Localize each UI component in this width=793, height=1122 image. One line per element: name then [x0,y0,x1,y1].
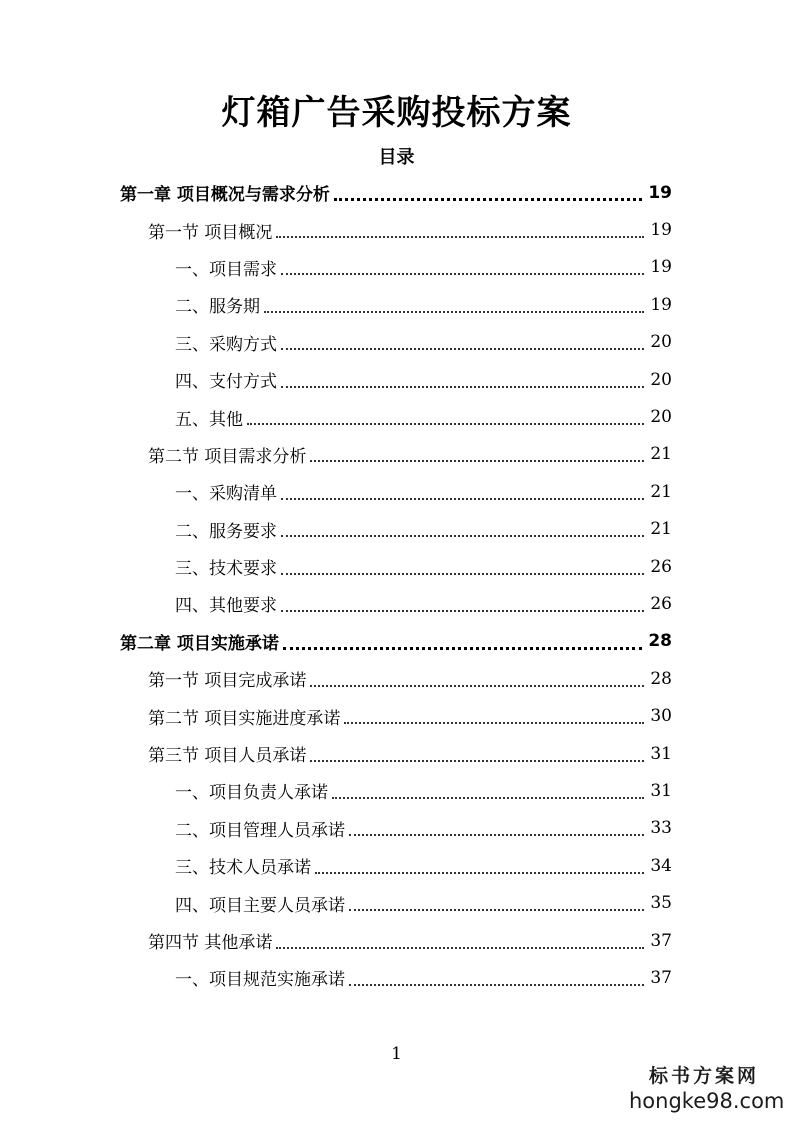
toc-entry[interactable] [0,660,793,697]
toc-entry-label: 第二节 项目需求分析 [148,446,307,467]
toc-dot-leader [315,852,644,874]
toc-entry-label: 第三节 项目人员承诺 [148,746,307,767]
toc-entry-label: 二、服务期 [175,297,260,318]
toc-dot-leader [283,627,642,650]
toc-entry-page: 31 [650,743,672,764]
toc-entry[interactable] [0,585,793,622]
toc-dot-leader [310,440,644,462]
toc-entry-page: 28 [648,631,672,652]
toc-entry-label: 第一节 项目完成承诺 [148,671,307,692]
table-of-contents [0,174,793,997]
toc-entry-page: 21 [650,519,672,540]
toc-entry-label: 一、采购清单 [175,484,277,505]
toc-entry-page: 19 [650,294,672,315]
toc-dot-leader [281,515,644,537]
toc-entry[interactable] [0,548,793,585]
toc-dot-leader [276,216,644,238]
toc-entry[interactable] [0,810,793,847]
toc-entry-label: 五、其他 [175,409,243,430]
toc-entry[interactable] [0,361,793,398]
toc-entry[interactable] [0,286,793,323]
toc-entry[interactable] [0,249,793,286]
toc-entry-page: 21 [650,481,672,502]
toc-dot-leader [334,178,642,201]
toc-dot-leader [281,478,644,500]
toc-entry-page: 37 [650,967,672,988]
toc-entry[interactable] [0,211,793,248]
watermark-url: hongke98.com [629,1089,785,1113]
toc-entry[interactable] [0,922,793,959]
toc-entry-label: 一、项目负责人承诺 [175,783,328,804]
toc-dot-leader [281,328,644,350]
toc-entry-page: 20 [650,332,672,353]
toc-dot-leader [276,927,644,949]
toc-entry[interactable] [0,473,793,510]
toc-entry-label: 第四节 其他承诺 [148,933,273,953]
toc-dot-leader [310,740,644,762]
toc-entry-page: 21 [650,444,672,465]
toc-entry-page: 20 [650,407,672,428]
toc-entry-label: 二、服务要求 [175,521,277,542]
watermark-name: 标书方案网 [648,1065,759,1087]
toc-entry-page: 19 [648,182,672,203]
toc-entry-page: 19 [650,220,672,241]
toc-dot-leader [264,291,644,313]
toc-entry[interactable] [0,324,793,361]
toc-entry-label: 四、支付方式 [175,372,277,393]
toc-entry-page: 28 [650,668,672,689]
toc-entry-label: 三、技术人员承诺 [175,858,311,879]
toc-entry-label: 第一节 项目概况 [148,222,273,243]
toc-entry[interactable] [0,398,793,435]
toc-entry-label: 一、项目需求 [175,259,277,280]
toc-entry[interactable] [0,772,793,809]
toc-dot-leader [281,590,644,612]
toc-entry-label: 第二章 项目实施承诺 [120,633,279,654]
toc-entry-page: 37 [650,930,672,951]
toc-entry[interactable] [0,884,793,921]
toc-entry[interactable] [0,735,793,772]
toc-entry-page: 26 [650,556,672,577]
toc-entry-label: 三、技术要求 [175,559,277,580]
toc-dot-leader [349,814,644,836]
toc-entry-page: 19 [650,257,672,278]
toc-dot-leader [281,253,644,275]
page-number: 1 [391,1044,402,1064]
toc-entry-label: 二、项目管理人员承诺 [175,820,345,841]
toc-entry-page: 35 [650,893,672,914]
toc-entry-label: 三、采购方式 [175,334,277,355]
toc-entry[interactable] [0,847,793,884]
toc-entry-label: 第二节 项目实施进度承诺 [148,708,341,729]
document-title: 灯箱广告采购投标方案 [221,93,572,133]
toc-entry-page: 20 [650,369,672,390]
toc-heading: 目录 [378,147,415,168]
toc-entry[interactable] [0,697,793,734]
toc-entry-page: 26 [650,593,672,614]
toc-dot-leader [281,553,644,575]
toc-dot-leader [247,403,644,425]
toc-entry-label: 四、其他要求 [175,596,277,617]
toc-dot-leader [349,964,644,986]
toc-entry[interactable] [0,511,793,548]
toc-entry-label: 第一章 项目概况与需求分析 [120,185,330,206]
toc-entry-page: 33 [650,818,672,839]
watermark-logo [629,1064,785,1114]
toc-dot-leader [349,889,644,911]
toc-entry-page: 30 [650,706,672,727]
toc-entry[interactable] [0,623,793,660]
toc-entry-label: 一、项目规范实施承诺 [175,970,345,991]
toc-entry-label: 四、项目主要人员承诺 [175,895,345,916]
toc-entry[interactable] [0,174,793,211]
toc-dot-leader [310,665,644,687]
toc-entry-page: 34 [650,855,672,876]
toc-dot-leader [344,702,644,724]
toc-dot-leader [332,777,644,799]
toc-entry[interactable] [0,436,793,473]
toc-entry-page: 31 [650,780,672,801]
toc-entry[interactable] [0,959,793,996]
toc-dot-leader [281,366,644,388]
